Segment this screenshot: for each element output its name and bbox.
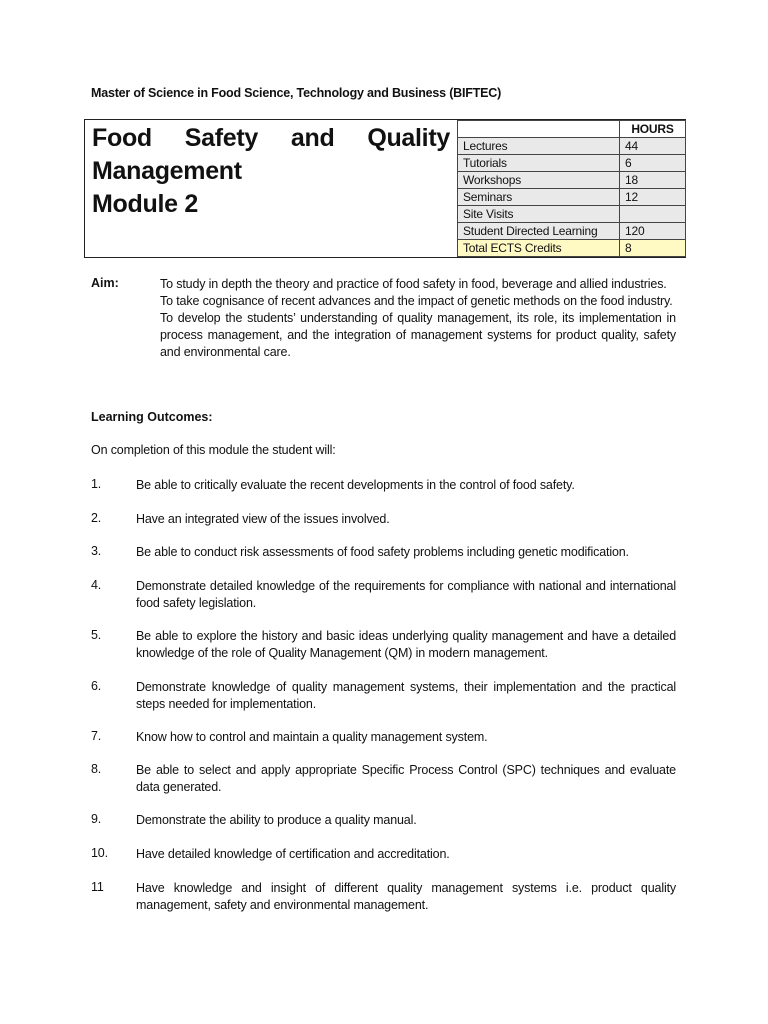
hours-row-workshops (458, 172, 686, 189)
aim-label: Aim: (91, 276, 119, 290)
module-title-word: Quality (367, 124, 450, 152)
hours-value (620, 206, 686, 223)
hours-table-header-row (458, 121, 686, 138)
outcome-number: 4. (91, 578, 102, 592)
hours-row-lectures (458, 138, 686, 155)
outcome-number: 5. (91, 628, 102, 642)
outcome-text: Demonstrate the ability to produce a quality manual. (136, 813, 417, 827)
hours-value: 12 (620, 189, 686, 206)
module-title-line-1 (92, 122, 450, 155)
aim-text (160, 276, 676, 361)
outcome-number: 6. (91, 679, 102, 693)
hours-row-seminars (458, 189, 686, 206)
outcome-number: 2. (91, 511, 102, 525)
outcome-text: Be able to conduct risk assessments of food safety problems including genetic modification. (136, 545, 629, 559)
hours-value: 18 (620, 172, 686, 189)
hours-table-header: HOURS (620, 121, 686, 138)
total-ects-value: 8 (620, 240, 686, 257)
aim-paragraph: To study in depth the theory and practice of food safety in food, beverage and allied industries. (160, 277, 667, 291)
hours-value: 120 (620, 223, 686, 240)
outcome-text: Be able to select and apply appropriate Specific Process Control (SPC) techniques and evaluate data generated. (136, 763, 676, 794)
hours-table (457, 120, 686, 257)
outcome-text: Know how to control and maintain a quality management system. (136, 730, 488, 744)
hours-label: Lectures (458, 138, 620, 155)
module-title-line-2: Management (92, 157, 242, 185)
outcome-number: 9. (91, 812, 102, 826)
hours-row-student-directed-learning (458, 223, 686, 240)
outcome-text: Have detailed knowledge of certification and accreditation. (136, 847, 450, 861)
learning-outcomes-heading: Learning Outcomes: (91, 410, 213, 424)
hours-table-header-blank (458, 121, 620, 138)
outcome-text: Have knowledge and insight of different quality management systems i.e. product quality management, safety and environmental management. (136, 881, 676, 912)
module-summary-box (84, 119, 686, 258)
outcome-text: Demonstrate detailed knowledge of the requirements for compliance with national and international food safety legislation. (136, 579, 676, 610)
module-title-word: Food (92, 124, 152, 152)
hours-value: 6 (620, 155, 686, 172)
outcome-text: Be able to explore the history and basic ideas underlying quality management and have a detailed knowledge of the role of Quality Management (QM) in modern management. (136, 629, 676, 660)
outcome-number: 3. (91, 544, 102, 558)
module-title-line-3: Module 2 (92, 190, 198, 218)
hours-value: 44 (620, 138, 686, 155)
outcome-number: 7. (91, 729, 102, 743)
hours-row-tutorials (458, 155, 686, 172)
outcome-number: 1. (91, 477, 102, 491)
hours-label: Site Visits (458, 206, 620, 223)
total-ects-label: Total ECTS Credits (458, 240, 620, 257)
module-title-word: and (290, 124, 335, 152)
hours-label: Tutorials (458, 155, 620, 172)
outcome-text: Have an integrated view of the issues involved. (136, 512, 390, 526)
outcome-text: Be able to critically evaluate the recent developments in the control of food safety. (136, 478, 575, 492)
hours-label: Student Directed Learning (458, 223, 620, 240)
program-title: Master of Science in Food Science, Technology and Business (BIFTEC) (91, 86, 502, 100)
aim-paragraph: To take cognisance of recent advances and the impact of genetic methods on the food industry. (160, 294, 673, 308)
outcome-number: 8. (91, 762, 102, 776)
module-title-word: Safety (184, 124, 259, 152)
hours-label: Seminars (458, 189, 620, 206)
learning-outcomes-intro: On completion of this module the student will: (91, 443, 336, 457)
outcome-number: 10. (91, 846, 108, 860)
outcome-number: 11 (91, 880, 104, 894)
outcome-text: Demonstrate knowledge of quality management systems, their implementation and the practical steps needed for implementation. (136, 680, 676, 711)
module-title (92, 122, 450, 221)
hours-label: Workshops (458, 172, 620, 189)
aim-paragraph: To develop the students’ understanding of quality management, its role, its implementation in process management, and the integration of management systems for product quality, safety and environmental care. (160, 311, 676, 359)
hours-row-site-visits (458, 206, 686, 223)
hours-row-total-ects (458, 240, 686, 257)
